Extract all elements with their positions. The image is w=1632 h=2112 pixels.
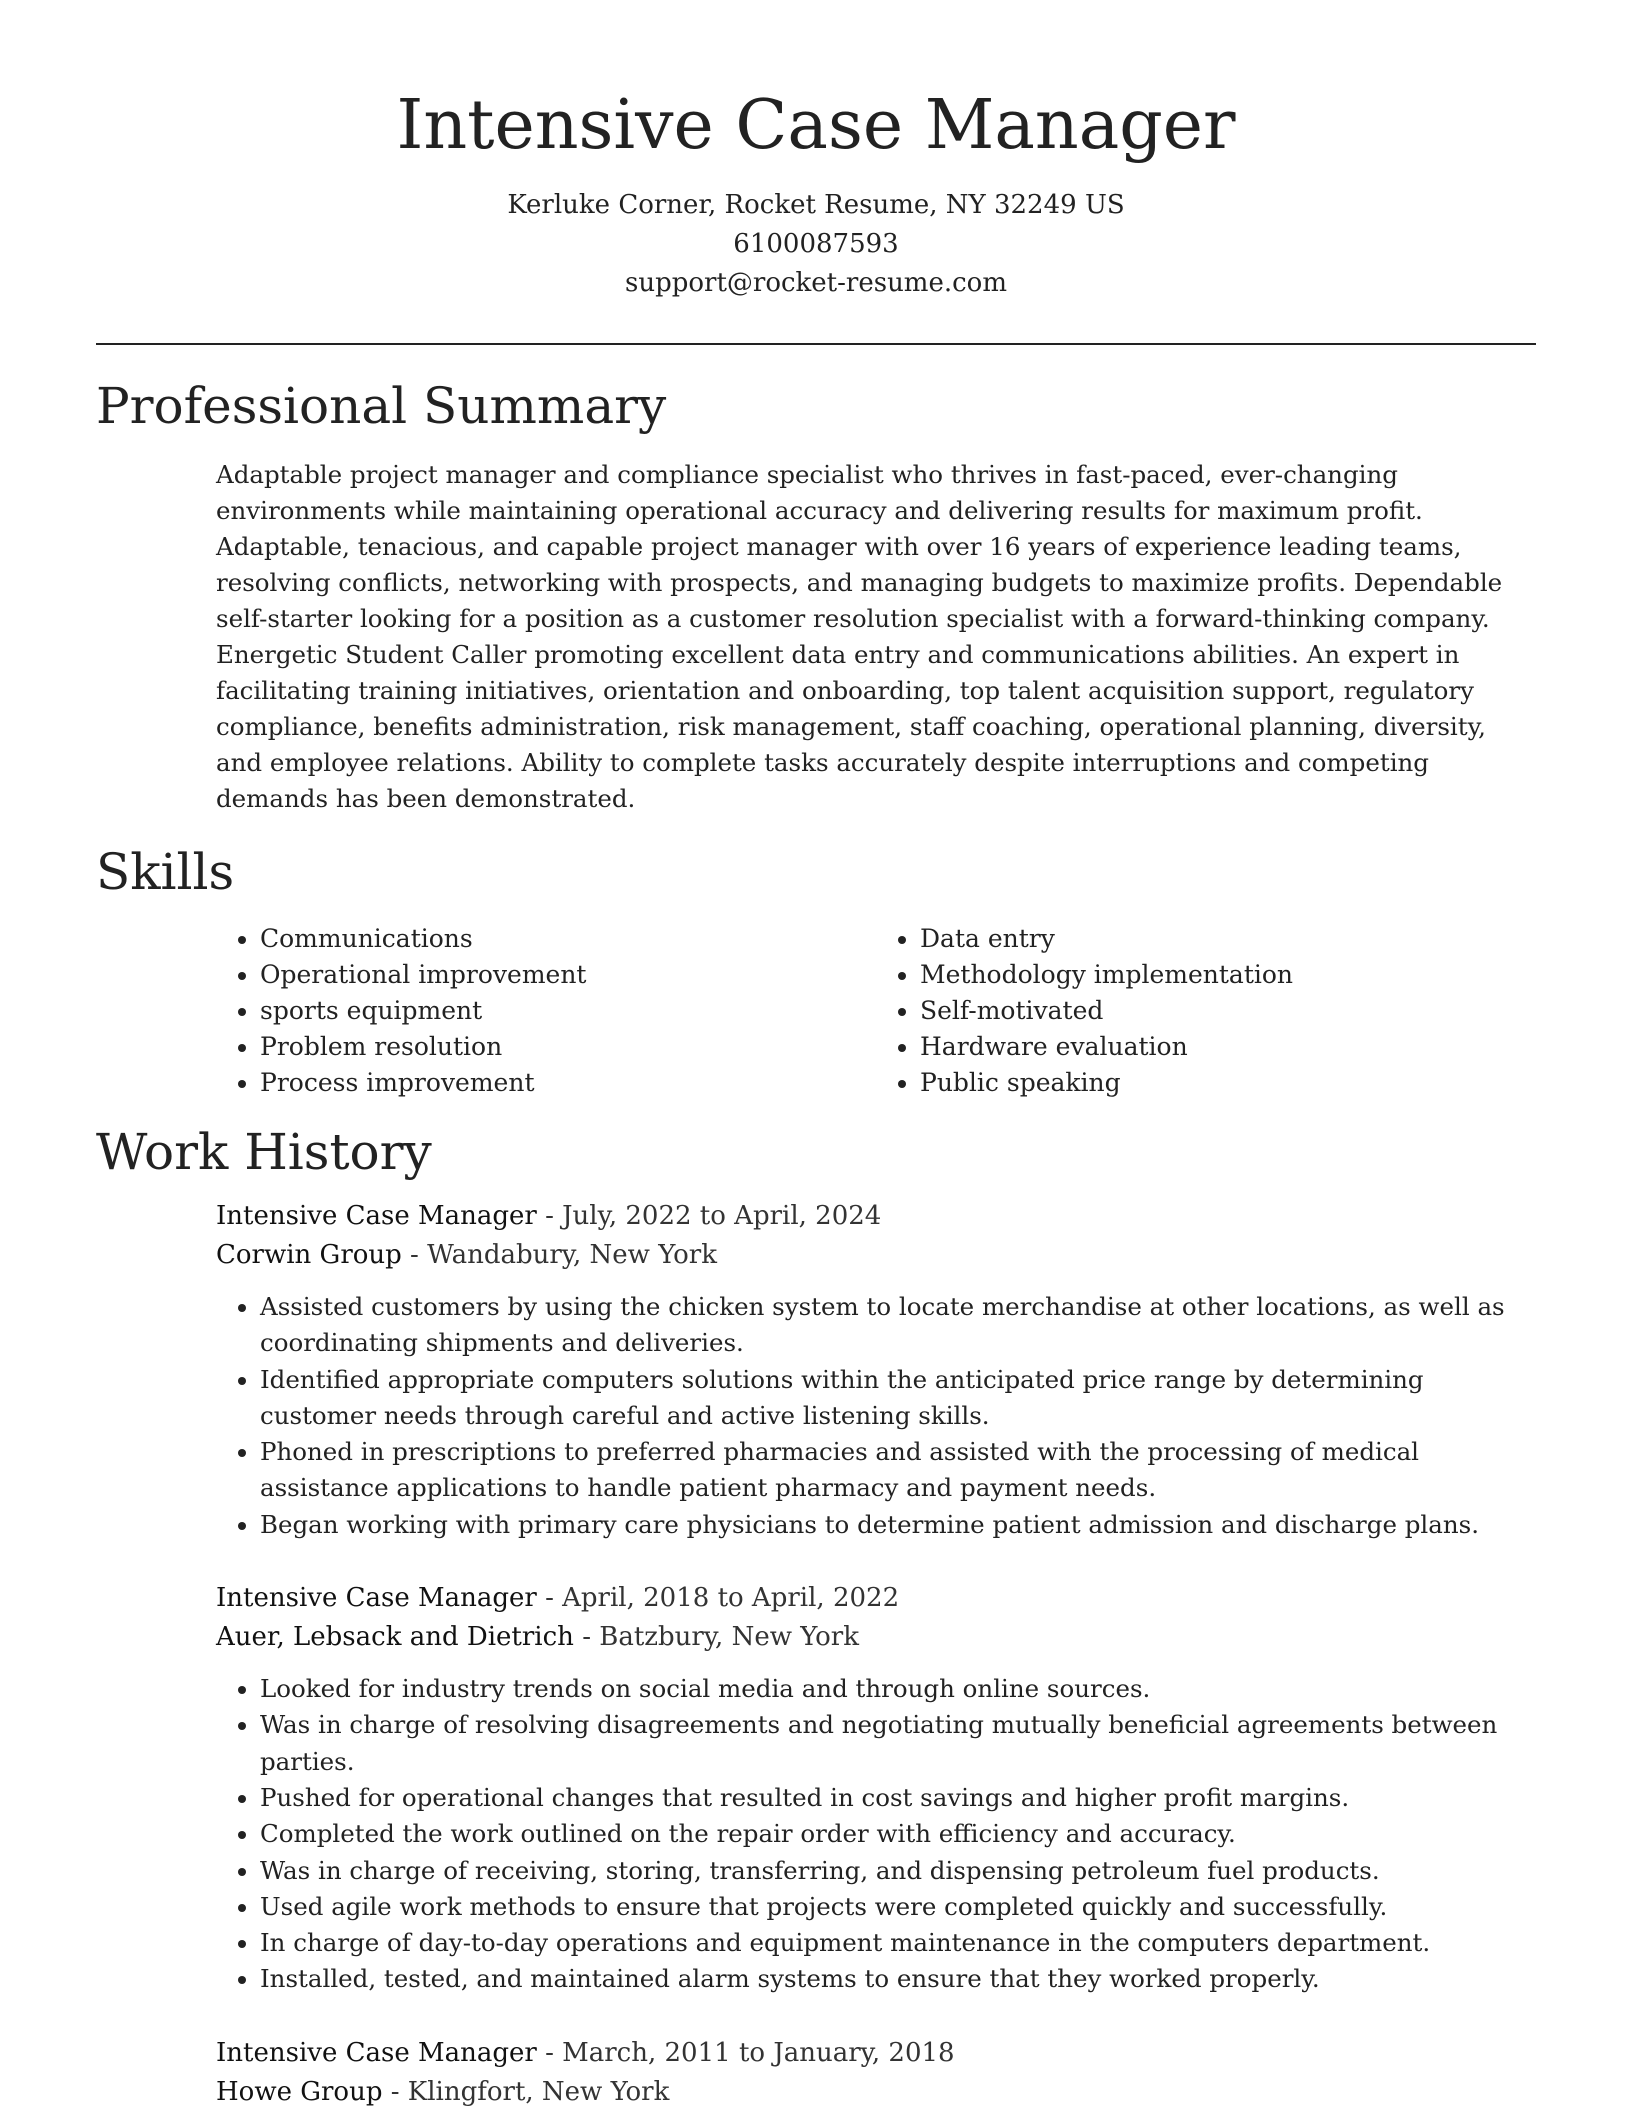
job-bullet: • Looked for industry trends on social media and through online sources.	[260, 1671, 1536, 1707]
skill-item: • Communications	[260, 921, 876, 957]
job-company: Auer, Lebsack and Dietrich	[216, 1622, 574, 1653]
skill-item: • Self-motivated	[920, 993, 1536, 1029]
job-bullet: • Began working with primary care physicians to determine patient admission and discharge plans.	[260, 1507, 1536, 1543]
skills-column-left	[216, 921, 876, 1101]
contact-address: Kerluke Corner, Rocket Resume, NY 32249 US	[507, 190, 1125, 220]
skill-item: • Public speaking	[920, 1065, 1536, 1101]
job-dates: - April, 2018 to April, 2022	[536, 1583, 900, 1614]
job-entry	[216, 1579, 1536, 1998]
header-divider	[96, 343, 1536, 345]
job-bullet: • Installed, tested, and maintained alarm systems to ensure that they worked properly.	[260, 1961, 1536, 1997]
job-role: Intensive Case Manager	[216, 1583, 537, 1614]
skill-item: • Process improvement	[260, 1065, 876, 1101]
skills-heading: Skills	[96, 843, 235, 901]
job-role: Intensive Case Manager	[216, 2037, 537, 2068]
job-bullets	[216, 1671, 1536, 1998]
skill-item: • Data entry	[920, 921, 1536, 957]
job-bullet: • Assisted customers by using the chicken system to locate merchandise at other locations, as well as coordinating shipments and deliveries.	[260, 1289, 1536, 1362]
job-company: Howe Group	[216, 2076, 383, 2107]
work-history-heading: Work History	[96, 1123, 432, 1181]
job-bullet: • Used agile work methods to ensure that projects were completed quickly and successfully.	[260, 1889, 1536, 1925]
job-bullet: • Completed the work outlined on the repair order with efficiency and accuracy.	[260, 1816, 1536, 1852]
job-title-line	[216, 2034, 1536, 2073]
job-bullet: • Was in charge of receiving, storing, transferring, and dispensing petroleum fuel products.	[260, 1853, 1536, 1889]
skill-item: • Methodology implementation	[920, 957, 1536, 993]
job-bullet: • Pushed for operational changes that resulted in cost savings and higher profit margins.	[260, 1780, 1536, 1816]
job-entry	[216, 1197, 1536, 1543]
job-dates: - July, 2022 to April, 2024	[536, 1201, 882, 1231]
contact-phone: 6100087593	[733, 229, 899, 259]
job-role: Intensive Case Manager	[216, 1201, 537, 1231]
contact-info	[96, 186, 1536, 303]
job-company-line	[216, 2073, 1536, 2112]
job-title-line	[216, 1579, 1536, 1618]
job-bullets	[216, 1289, 1536, 1543]
job-bullet: • Phoned in prescriptions to preferred pharmacies and assisted with the processing of medical assistance applications to handle patient pharmacy and payment needs.	[260, 1434, 1536, 1507]
skills-column-right	[876, 921, 1536, 1101]
job-company-line	[216, 1236, 1536, 1275]
job-company-line	[216, 1618, 1536, 1657]
job-bullet: • Identified appropriate computers solutions within the anticipated price range by determining customer needs through careful and active listening skills.	[260, 1362, 1536, 1435]
skill-item: • Hardware evaluation	[920, 1029, 1536, 1065]
skills-list	[216, 921, 1536, 1101]
job-bullet: • In charge of day-to-day operations and equipment maintenance in the computers department.	[260, 1925, 1536, 1961]
skill-item: • Problem resolution	[260, 1029, 876, 1065]
summary-text: Adaptable project manager and compliance specialist who thrives in fast-paced, ever-changing environments while maintaining operational accuracy and delivering results for maximum profit. Adaptable, tenacious, and capable project manager with over 16 years of experience leading teams, resolving conflicts, networking with prospects, and managing budgets to maximize profits. Dependable self-starter looking for a position as a customer resolution specialist with a forward-thinking company. Energetic Student Caller promoting excellent data entry and communications abilities. An expert in facilitating training initiatives, orientation and onboarding, top talent acquisition support, regulatory compliance, benefits administration, risk management, staff coaching, operational planning, diversity, and employee relations. Ability to complete tasks accurately despite interruptions and competing demands has been demonstrated.	[216, 460, 1503, 813]
job-company: Corwin Group	[216, 1240, 402, 1270]
job-location: - Wandabury, New York	[401, 1240, 717, 1270]
summary-heading: Professional Summary	[96, 377, 667, 435]
skill-item: • Operational improvement	[260, 957, 876, 993]
job-entry	[216, 2034, 1536, 2112]
resume-page	[96, 0, 1536, 2112]
job-title-line	[216, 1197, 1536, 1236]
job-location: - Batzbury, New York	[573, 1622, 859, 1653]
job-dates: - March, 2011 to January, 2018	[536, 2037, 955, 2068]
skill-item: • sports equipment	[260, 993, 876, 1029]
contact-email: support@rocket-resume.com	[624, 268, 1007, 298]
job-location: - Klingfort, New York	[382, 2076, 670, 2107]
job-bullet: • Was in charge of resolving disagreements and negotiating mutually beneficial agreements between parties.	[260, 1707, 1536, 1780]
resume-name: Intensive Case Manager	[396, 86, 1236, 165]
resume-header	[96, 0, 1536, 303]
